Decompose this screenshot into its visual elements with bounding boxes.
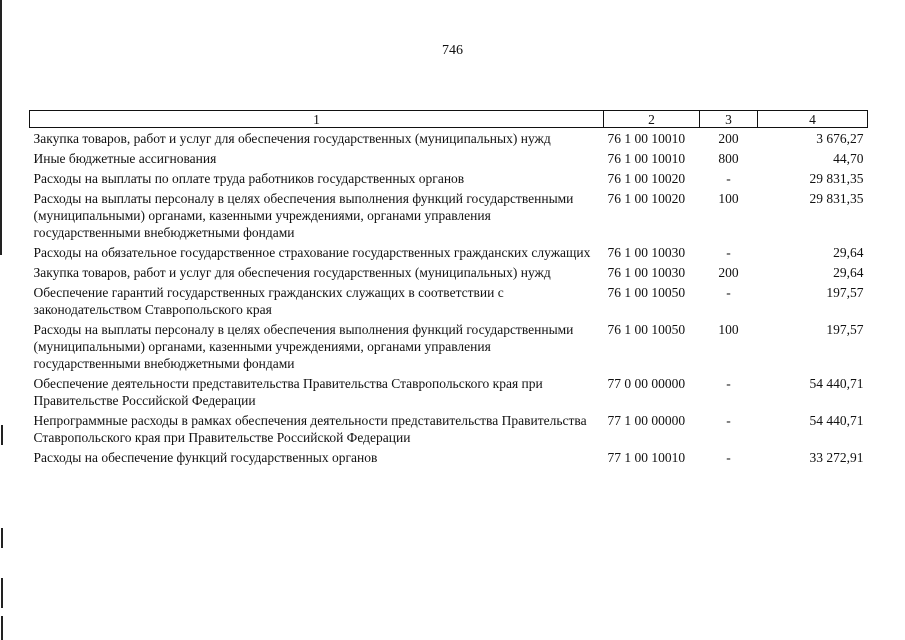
row-type: 200 <box>718 265 739 280</box>
table-row <box>30 188 868 242</box>
row-code: 77 1 00 00000 <box>607 413 686 428</box>
row-name: Непрограммные расходы в рамках обеспечения деятельности представительства Правительства Ставропольского края при Правительстве Российской Федерации <box>33 413 587 445</box>
row-name: Расходы на выплаты по оплате труда работников государственных органов <box>33 171 465 186</box>
row-name: Иные бюджетные ассигнования <box>33 151 217 166</box>
row-sum: 54 440,71 <box>809 376 864 391</box>
row-sum: 54 440,71 <box>809 413 864 428</box>
table-row <box>30 373 868 410</box>
table-row <box>30 262 868 282</box>
row-code: 77 1 00 10010 <box>607 450 686 465</box>
row-type: - <box>726 376 731 391</box>
row-name: Обеспечение деятельности представительства Правительства Ставропольского края при Правительстве Российской Федерации <box>33 376 543 408</box>
row-type: 100 <box>718 191 739 206</box>
column-header-code: 2 <box>604 111 700 128</box>
row-code: 76 1 00 10010 <box>607 131 686 146</box>
row-type: - <box>726 450 731 465</box>
row-code: 76 1 00 10020 <box>607 191 686 206</box>
row-type: 100 <box>718 322 739 337</box>
row-sum: 29 831,35 <box>809 191 864 206</box>
row-sum: 197,57 <box>826 322 864 337</box>
row-sum: 29,64 <box>833 245 864 260</box>
table-row <box>30 168 868 188</box>
table-row <box>30 447 868 467</box>
row-name: Расходы на выплаты персоналу в целях обеспечения выполнения функций государственными (муниципальными) органами, казенными учреждениями, органами управления государственными внебюджетными фондами <box>33 322 574 371</box>
table-row <box>30 242 868 262</box>
row-sum: 29 831,35 <box>809 171 864 186</box>
scan-edge-mark <box>1 528 3 548</box>
column-header-name: 1 <box>30 111 604 128</box>
row-sum: 44,70 <box>833 151 864 166</box>
row-code: 76 1 00 10030 <box>607 265 686 280</box>
table-row <box>30 410 868 447</box>
row-code: 76 1 00 10050 <box>607 285 686 300</box>
row-type: - <box>726 285 731 300</box>
row-sum: 33 272,91 <box>809 450 864 465</box>
row-code: 76 1 00 10020 <box>607 171 686 186</box>
table-row <box>30 282 868 319</box>
row-name: Расходы на обеспечение функций государственных органов <box>33 450 378 465</box>
row-type: 200 <box>718 131 739 146</box>
column-header-sum: 4 <box>758 111 868 128</box>
row-type: - <box>726 171 731 186</box>
row-code: 77 0 00 00000 <box>607 376 686 391</box>
row-name: Расходы на обязательное государственное страхование государственных гражданских служащих <box>33 245 591 260</box>
column-header-type: 3 <box>700 111 758 128</box>
budget-table <box>29 110 868 467</box>
row-code: 76 1 00 10050 <box>607 322 686 337</box>
row-code: 76 1 00 10030 <box>607 245 686 260</box>
table-row <box>30 128 868 149</box>
row-sum: 29,64 <box>833 265 864 280</box>
scan-edge-mark <box>0 0 2 255</box>
row-name: Закупка товаров, работ и услуг для обеспечения государственных (муниципальных) нужд <box>33 131 551 146</box>
row-sum: 197,57 <box>826 285 864 300</box>
row-code: 76 1 00 10010 <box>607 151 686 166</box>
row-type: - <box>726 413 731 428</box>
scan-edge-mark <box>1 578 3 608</box>
table-row <box>30 148 868 168</box>
row-name: Расходы на выплаты персоналу в целях обеспечения выполнения функций государственными (муниципальными) органами, казенными учреждениями, органами управления государственными внебюджетными фондами <box>33 191 574 240</box>
page-number: 746 <box>442 43 463 58</box>
header-row <box>30 111 868 128</box>
row-type: 800 <box>718 151 739 166</box>
table-row <box>30 319 868 373</box>
row-type: - <box>726 245 731 260</box>
scan-edge-mark <box>1 425 3 445</box>
row-sum: 3 676,27 <box>816 131 864 146</box>
row-name: Обеспечение гарантий государственных гражданских служащих в соответствии с законодательством Ставропольского края <box>33 285 504 317</box>
scan-edge-mark <box>1 616 3 640</box>
row-name: Закупка товаров, работ и услуг для обеспечения государственных (муниципальных) нужд <box>33 265 551 280</box>
